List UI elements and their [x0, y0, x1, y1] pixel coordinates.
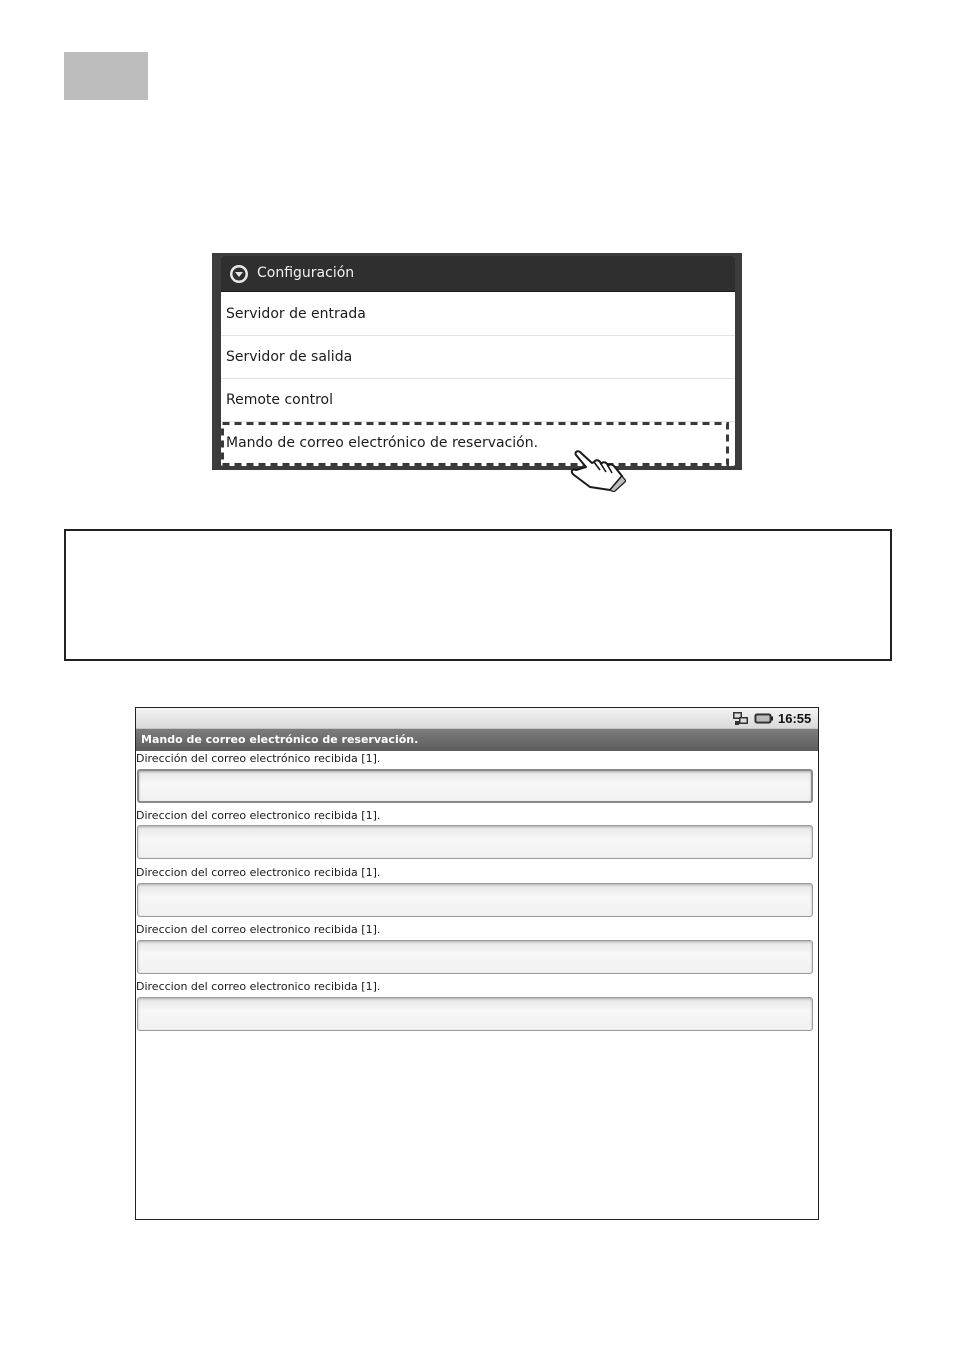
email-field-4[interactable]: [137, 940, 813, 974]
menu-item-label: Servidor de salida: [226, 349, 353, 365]
email-field-3[interactable]: [137, 883, 813, 917]
status-bar: [136, 708, 818, 729]
hand-pointer-icon: [566, 446, 626, 492]
menu-item-reservation-mail-command[interactable]: [221, 422, 735, 465]
menu-item-outgoing-server[interactable]: [221, 336, 735, 379]
note-box: [64, 529, 892, 661]
menu-item-label: Servidor de entrada: [226, 306, 366, 322]
app-title-bar: [136, 729, 818, 751]
menu-item-label: Remote control: [226, 392, 333, 408]
reservation-mail-form-screenshot: [135, 707, 819, 1220]
email-field-label: Direccion del correo electronico recibida [1].: [136, 809, 381, 822]
menu-item-incoming-server[interactable]: [221, 293, 735, 336]
menu-item-label: Mando de correo electrónico de reservación.: [226, 435, 539, 451]
battery-icon: [754, 713, 773, 724]
menu-item-remote-control[interactable]: [221, 379, 735, 422]
chevron-down-circle-icon: [229, 264, 249, 284]
email-field-label: Direccion del correo electronico recibida [1].: [136, 923, 381, 936]
status-time: 16:55: [778, 711, 812, 726]
email-field-5[interactable]: [137, 997, 813, 1031]
email-field-1[interactable]: [137, 769, 813, 803]
menu-title: Configuración: [257, 265, 355, 281]
email-field-label: Direccion del correo electronico recibida [1].: [136, 866, 381, 879]
settings-menu-panel: [221, 256, 735, 466]
email-field-label: Direccion del correo electronico recibida [1].: [136, 980, 381, 993]
app-title: Mando de correo electrónico de reservación.: [141, 733, 419, 746]
menu-header: [221, 256, 735, 292]
email-field-2[interactable]: [137, 825, 813, 859]
network-icon: [732, 711, 749, 726]
email-field-label: Dirección del correo electrónico recibida [1].: [136, 752, 381, 765]
section-marker-block: [64, 52, 148, 100]
settings-menu-screenshot: [212, 253, 742, 470]
